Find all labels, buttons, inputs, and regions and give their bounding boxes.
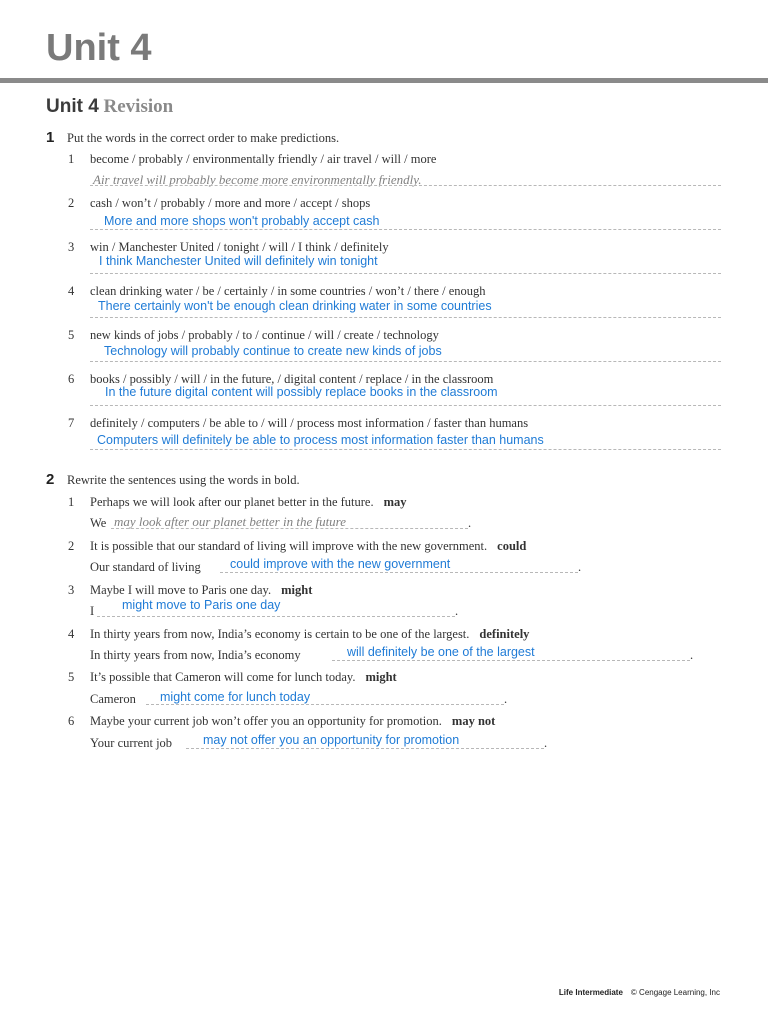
ex2-item-5-text: It’s possible that Cameron will come for lunch today. xyxy=(90,670,356,684)
ex2-item-1-answer-line xyxy=(111,528,468,529)
ex2-item-1-sentence xyxy=(90,495,407,510)
ex2-item-3-answer[interactable]: might move to Paris one day xyxy=(122,598,281,612)
ex2-item-5-answer-line xyxy=(146,704,504,705)
header-rule xyxy=(0,78,768,83)
ex1-item-5-answer-line xyxy=(90,361,721,362)
ex1-item-6-number: 6 xyxy=(68,372,75,386)
ex2-item-4-stem: In thirty years from now, India’s economy xyxy=(90,648,301,662)
ex2-item-3-number: 3 xyxy=(68,583,75,597)
ex1-item-2-answer-line xyxy=(90,229,721,230)
ex1-item-3-answer-line xyxy=(90,273,721,274)
unit-title: Unit 4 xyxy=(46,27,152,69)
ex1-item-6-answer[interactable]: In the future digital content will possibly replace books in the classroom xyxy=(105,385,498,399)
ex2-item-1-period: . xyxy=(468,516,472,530)
ex2-item-1-number: 1 xyxy=(68,495,75,509)
ex1-item-5-number: 5 xyxy=(68,328,75,342)
ex1-item-4-answer-line xyxy=(90,317,721,318)
ex2-item-2-answer[interactable]: could improve with the new government xyxy=(230,557,451,571)
section-unit-label: Unit 4 xyxy=(46,96,99,117)
ex2-item-6-answer[interactable]: may not offer you an opportunity for promotion xyxy=(203,733,460,747)
footer-copyright: © Cengage Learning, Inc xyxy=(630,988,720,997)
footer xyxy=(559,988,720,998)
ex2-item-2-period: . xyxy=(578,560,582,574)
footer-book-title: Life Intermediate xyxy=(558,988,623,997)
ex2-item-6-number: 6 xyxy=(68,714,75,728)
ex2-item-3-sentence xyxy=(90,583,312,598)
ex2-item-5-number: 5 xyxy=(68,670,75,684)
ex1-item-7-answer-line xyxy=(90,449,721,450)
ex1-item-6-prompt: books / possibly / will / in the future, / digital content / replace / in the classroom xyxy=(90,372,494,386)
ex2-item-2-number: 2 xyxy=(68,539,75,553)
ex1-item-5-answer[interactable]: Technology will probably continue to create new kinds of jobs xyxy=(104,344,442,358)
ex2-item-4-text: In thirty years from now, India’s economy is certain to be one of the largest. xyxy=(90,627,470,641)
ex1-item-3-answer[interactable]: I think Manchester United will definitely win tonight xyxy=(99,254,378,268)
ex2-item-6-sentence xyxy=(90,714,495,729)
ex1-item-1-answer-line xyxy=(90,185,721,186)
exercise-1-instruction: Put the words in the correct order to make predictions. xyxy=(67,131,340,145)
ex1-item-7-answer[interactable]: Computers will definitely be able to process most information faster than humans xyxy=(97,433,544,447)
ex2-item-2-text: It is possible that our standard of living will improve with the new government. xyxy=(90,539,488,553)
section-revision-label: Revision xyxy=(103,96,174,117)
ex1-item-1-number: 1 xyxy=(68,152,75,166)
ex2-item-6-stem: Your current job xyxy=(90,736,173,750)
ex2-item-5-stem: Cameron xyxy=(90,692,136,706)
ex1-item-1-answer: Air travel will probably become more environmentally friendly. xyxy=(93,172,422,187)
ex1-item-7-prompt: definitely / computers / be able to / will / process most information / faster than humans xyxy=(90,416,529,430)
ex2-item-3-answer-line xyxy=(97,616,455,617)
ex2-item-5-sentence xyxy=(90,670,397,685)
exercise-2-number: 2 xyxy=(46,471,55,488)
ex1-item-3-prompt: win / Manchester United / tonight / will / I think / definitely xyxy=(90,240,389,254)
ex2-item-5-answer[interactable]: might come for lunch today xyxy=(160,690,311,704)
ex2-item-6-keyword: may not xyxy=(451,714,496,728)
ex2-item-6-period: . xyxy=(544,736,548,750)
ex2-item-4-answer[interactable]: will definitely be one of the largest xyxy=(347,645,535,659)
ex2-item-2-sentence xyxy=(90,539,526,554)
ex1-item-3-number: 3 xyxy=(68,240,75,254)
ex2-item-2-answer-line xyxy=(220,572,578,573)
section-title xyxy=(46,95,173,119)
ex1-item-2-number: 2 xyxy=(68,196,75,210)
ex2-item-3-text: Maybe I will move to Paris one day. xyxy=(90,583,272,597)
ex1-item-4-prompt: clean drinking water / be / certainly / in some countries / won’t / there / enough xyxy=(90,284,486,298)
ex2-item-1-keyword: may xyxy=(383,495,407,509)
ex1-item-7-number: 7 xyxy=(68,416,75,430)
ex2-item-4-keyword: definitely xyxy=(479,627,530,641)
ex2-item-3-stem: I xyxy=(90,604,95,618)
ex2-item-1-text: Perhaps we will look after our planet better in the future. xyxy=(90,495,374,509)
ex2-item-4-answer-line xyxy=(332,660,690,661)
ex1-item-2-answer[interactable]: More and more shops won't probably accept cash xyxy=(104,214,380,228)
ex1-item-2-prompt: cash / won’t / probably / more and more / accept / shops xyxy=(90,196,371,210)
ex2-item-1-stem: We xyxy=(90,516,107,530)
ex2-item-4-number: 4 xyxy=(68,627,75,641)
ex2-item-6-answer-line xyxy=(186,748,544,749)
ex2-item-3-keyword: might xyxy=(281,583,313,597)
ex2-item-5-period: . xyxy=(504,692,508,706)
ex1-item-6-answer-line xyxy=(90,405,721,406)
ex2-item-4-sentence xyxy=(90,627,529,642)
ex1-item-4-number: 4 xyxy=(68,284,75,298)
exercise-1-number: 1 xyxy=(46,129,55,146)
ex2-item-2-stem: Our standard of living xyxy=(90,560,201,574)
ex2-item-6-text: Maybe your current job won’t offer you an opportunity for promotion. xyxy=(90,714,442,728)
ex2-item-2-keyword: could xyxy=(497,539,527,553)
ex1-item-5-prompt: new kinds of jobs / probably / to / continue / will / create / technology xyxy=(90,328,439,342)
ex2-item-3-period: . xyxy=(455,604,459,618)
exercise-2-instruction: Rewrite the sentences using the words in bold. xyxy=(67,473,300,487)
ex2-item-5-keyword: might xyxy=(365,670,397,684)
ex1-item-4-answer[interactable]: There certainly won't be enough clean drinking water in some countries xyxy=(98,299,492,313)
ex1-item-1-prompt: become / probably / environmentally friendly / air travel / will / more xyxy=(90,152,437,166)
ex2-item-4-period: . xyxy=(690,648,694,662)
ex2-item-1-answer: may look after our planet better in the future xyxy=(114,514,347,529)
